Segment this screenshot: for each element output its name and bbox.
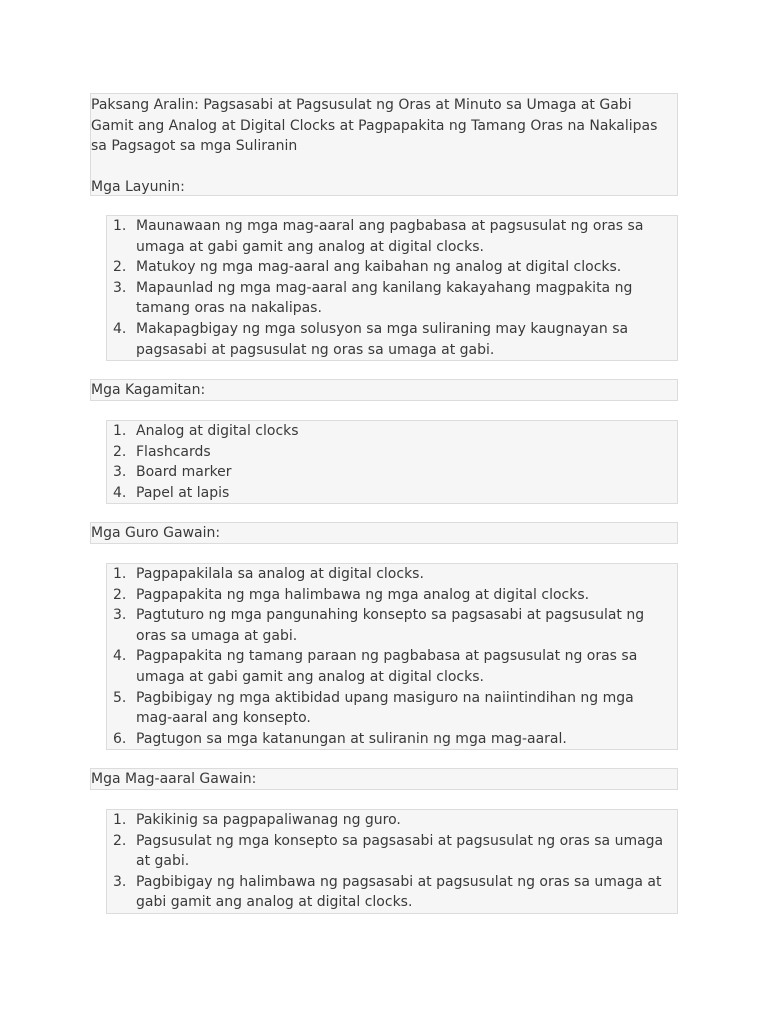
list-item (107, 483, 677, 504)
list-item (107, 319, 677, 360)
list-item (107, 729, 677, 750)
list-item (107, 810, 677, 831)
list-item-number: 3. (113, 464, 127, 481)
kagamitan-list-box (106, 420, 678, 504)
magaaral-list-box (106, 809, 678, 914)
magaaral-heading: Mga Mag-aaral Gawain: (91, 771, 257, 787)
list-item-number: 6. (113, 730, 127, 747)
list-item-text: Pagtuturo ng mga pangunahing konsepto sa pagsasabi at pagsusulat ng oras sa umaga at gabi. (136, 607, 645, 644)
list-item-number: 2. (113, 586, 127, 603)
lesson-title: Paksang Aralin: Pagsasabi at Pagsusulat ng Oras at Minuto sa Umaga at Gabi Gamit ang Analog at Digital Clocks at Pagpapakita ng Tamang Oras na Nakalipas sa Pagsagot sa mga Suliranin (91, 97, 658, 155)
list-item-number: 2. (113, 832, 127, 849)
list-item (107, 688, 677, 729)
magaaral-list (107, 810, 677, 913)
list-item (107, 831, 677, 872)
kagamitan-heading: Mga Kagamitan: (91, 382, 206, 398)
list-item-text: Maunawaan ng mga mag-aaral ang pagbabasa at pagsusulat ng oras sa umaga at gabi gamit ang analog at digital clocks. (136, 218, 644, 255)
list-item-text: Makapagbigay ng mga solusyon sa mga suliraning may kaugnayan sa pagsasabi at pagsusulat ng oras sa umaga at gabi. (136, 320, 629, 358)
list-item (107, 278, 677, 319)
list-item-text: Papel at lapis (136, 484, 230, 501)
guro-heading: Mga Guro Gawain: (91, 525, 221, 541)
kagamitan-list (107, 421, 677, 503)
list-item (107, 564, 677, 585)
list-item-text: Pagbibigay ng halimbawa ng pagsasabi at pagsusulat ng oras sa umaga at gabi gamit ang analog at digital clocks. (136, 873, 662, 911)
list-item (107, 605, 677, 646)
list-item-text: Mapaunlad ng mga mag-aaral ang kanilang kakayahang magpakita ng tamang oras na nakalipas. (136, 279, 633, 317)
list-item (107, 872, 677, 913)
guro-list-box (106, 563, 678, 750)
list-item (107, 646, 677, 687)
intro-section (90, 93, 678, 196)
guro-list (107, 564, 677, 749)
list-item-text: Pagtugon sa mga katanungan at suliranin ng mga mag-aaral. (136, 730, 567, 747)
list-item-number: 3. (113, 279, 127, 296)
list-item-number: 2. (113, 259, 127, 276)
list-item-text: Analog at digital clocks (136, 423, 299, 439)
list-item-number: 1. (113, 218, 127, 234)
list-item (107, 442, 677, 463)
list-item-text: Pagpapakita ng tamang paraan ng pagbabasa at pagsusulat ng oras sa umaga at gabi gamit ang analog at digital clocks. (136, 648, 638, 685)
list-item-number: 3. (113, 873, 127, 890)
list-item-text: Matukoy ng mga mag-aaral ang kaibahan ng analog at digital clocks. (136, 259, 622, 276)
list-item-text: Pakikinig sa pagpapaliwanag ng guro. (136, 812, 401, 828)
list-item-number: 2. (113, 443, 127, 460)
layunin-list (107, 216, 677, 360)
list-item-number: 5. (113, 689, 127, 706)
list-item (107, 257, 677, 278)
list-item-text: Pagsusulat ng mga konsepto sa pagsasabi at pagsusulat ng oras sa umaga at gabi. (136, 832, 664, 870)
magaaral-heading-box (90, 768, 678, 790)
list-item-number: 1. (113, 812, 127, 828)
list-item-text: Board marker (136, 464, 232, 481)
list-item-text: Pagpapakilala sa analog at digital clocks. (136, 566, 424, 582)
list-item (107, 462, 677, 483)
list-item-number: 4. (113, 648, 127, 665)
list-item-text: Flashcards (136, 443, 211, 460)
kagamitan-heading-box (90, 379, 678, 401)
list-item-text: Pagpapakita ng mga halimbawa ng mga analog at digital clocks. (136, 586, 590, 603)
list-item-text: Pagbibigay ng mga aktibidad upang masiguro na naiintindihan ng mga mag-aaral ang konsepto. (136, 689, 634, 727)
list-item (107, 216, 677, 257)
list-item (107, 585, 677, 606)
list-item-number: 1. (113, 566, 127, 582)
layunin-heading: Mga Layunin: (91, 179, 185, 196)
guro-heading-box (90, 522, 678, 544)
layunin-list-box (106, 215, 678, 361)
list-item-number: 4. (113, 320, 127, 337)
list-item-number: 3. (113, 607, 127, 624)
list-item-number: 4. (113, 484, 127, 501)
list-item (107, 421, 677, 442)
list-item-number: 1. (113, 423, 127, 439)
